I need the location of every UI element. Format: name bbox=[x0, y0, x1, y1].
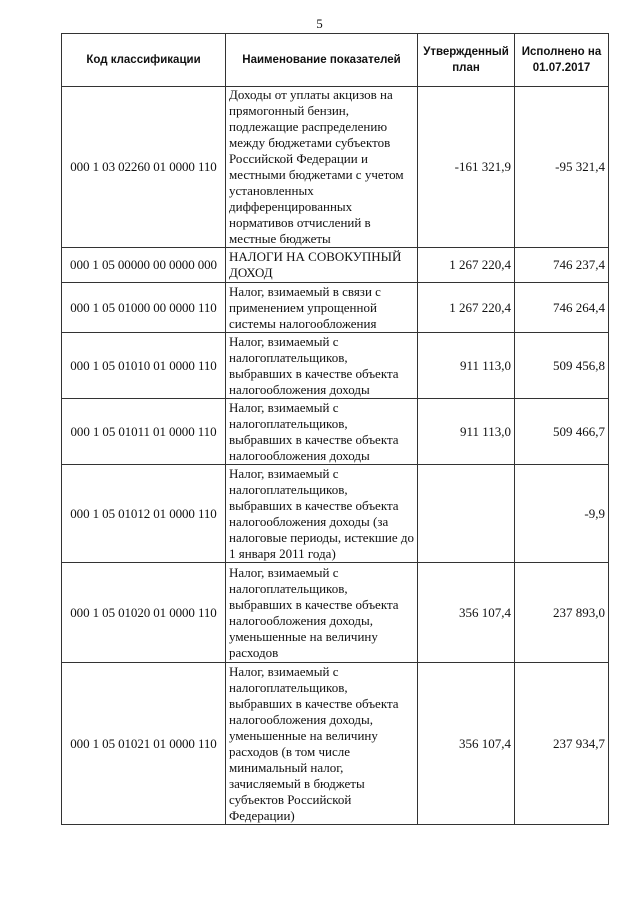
classification-code: 000 1 05 01000 00 0000 110 bbox=[62, 283, 226, 333]
indicator-name: Налог, взимаемый в связи с применением упрощенной системы налогообложения bbox=[226, 283, 418, 333]
indicator-name: Налог, взимаемый с налогоплательщиков, выбравших в качестве объекта налогообложения доходы, уменьшенные на величину расходов bbox=[226, 563, 418, 663]
executed-value: -9,9 bbox=[515, 465, 609, 563]
indicator-name: Налог, взимаемый с налогоплательщиков, выбравших в качестве объекта налогообложения доходы (за налоговые периоды, истекшие до 1 января 2011 года) bbox=[226, 465, 418, 563]
table-row bbox=[62, 563, 609, 663]
executed-value: 237 893,0 bbox=[515, 563, 609, 663]
indicator-name: Налог, взимаемый с налогоплательщиков, выбравших в качестве объекта налогообложения доходы bbox=[226, 333, 418, 399]
table-row bbox=[62, 283, 609, 333]
header-code: Код классификации bbox=[62, 34, 226, 87]
plan-value: -161 321,9 bbox=[418, 87, 515, 248]
indicator-name: Доходы от уплаты акцизов на прямогонный бензин, подлежащие распределению между бюджетами субъектов Российской Федерации и местными бюджетами с учетом установленных дифференцированных нормативов отчислений в местные бюджеты bbox=[226, 87, 418, 248]
classification-code: 000 1 03 02260 01 0000 110 bbox=[62, 87, 226, 248]
plan-value: 911 113,0 bbox=[418, 333, 515, 399]
executed-value: 746 264,4 bbox=[515, 283, 609, 333]
classification-code: 000 1 05 01021 01 0000 110 bbox=[62, 663, 226, 825]
plan-value: 911 113,0 bbox=[418, 399, 515, 465]
executed-value: 509 466,7 bbox=[515, 399, 609, 465]
classification-code: 000 1 05 00000 00 0000 000 bbox=[62, 248, 226, 283]
table-row bbox=[62, 248, 609, 283]
table-row bbox=[62, 87, 609, 248]
plan-value: 1 267 220,4 bbox=[418, 283, 515, 333]
classification-code: 000 1 05 01010 01 0000 110 bbox=[62, 333, 226, 399]
table-row bbox=[62, 663, 609, 825]
page-number: 5 bbox=[316, 16, 323, 31]
executed-value: 746 237,4 bbox=[515, 248, 609, 283]
header-name: Наименование показателей bbox=[226, 34, 418, 87]
table-row bbox=[62, 465, 609, 563]
header-executed: Исполнено на 01.07.2017 bbox=[515, 34, 609, 87]
classification-code: 000 1 05 01011 01 0000 110 bbox=[62, 399, 226, 465]
plan-value: 356 107,4 bbox=[418, 663, 515, 825]
executed-value: -95 321,4 bbox=[515, 87, 609, 248]
indicator-name: НАЛОГИ НА СОВОКУПНЫЙ ДОХОД bbox=[226, 248, 418, 283]
plan-value: 356 107,4 bbox=[418, 563, 515, 663]
classification-code: 000 1 05 01020 01 0000 110 bbox=[62, 563, 226, 663]
table-row bbox=[62, 399, 609, 465]
table-row bbox=[62, 333, 609, 399]
indicator-name: Налог, взимаемый с налогоплательщиков, выбравших в качестве объекта налогообложения доходы bbox=[226, 399, 418, 465]
executed-value: 237 934,7 bbox=[515, 663, 609, 825]
executed-value: 509 456,8 bbox=[515, 333, 609, 399]
indicator-name: Налог, взимаемый с налогоплательщиков, выбравших в качестве объекта налогообложения доходы, уменьшенные на величину расходов (в том числе минимальный налог, зачисляемый в бюджеты субъектов Российской Федерации) bbox=[226, 663, 418, 825]
plan-value: 1 267 220,4 bbox=[418, 248, 515, 283]
plan-value bbox=[418, 465, 515, 563]
classification-code: 000 1 05 01012 01 0000 110 bbox=[62, 465, 226, 563]
table-header-row bbox=[62, 34, 609, 87]
revenue-table bbox=[61, 33, 609, 825]
header-plan: Утвержденный план bbox=[418, 34, 515, 87]
